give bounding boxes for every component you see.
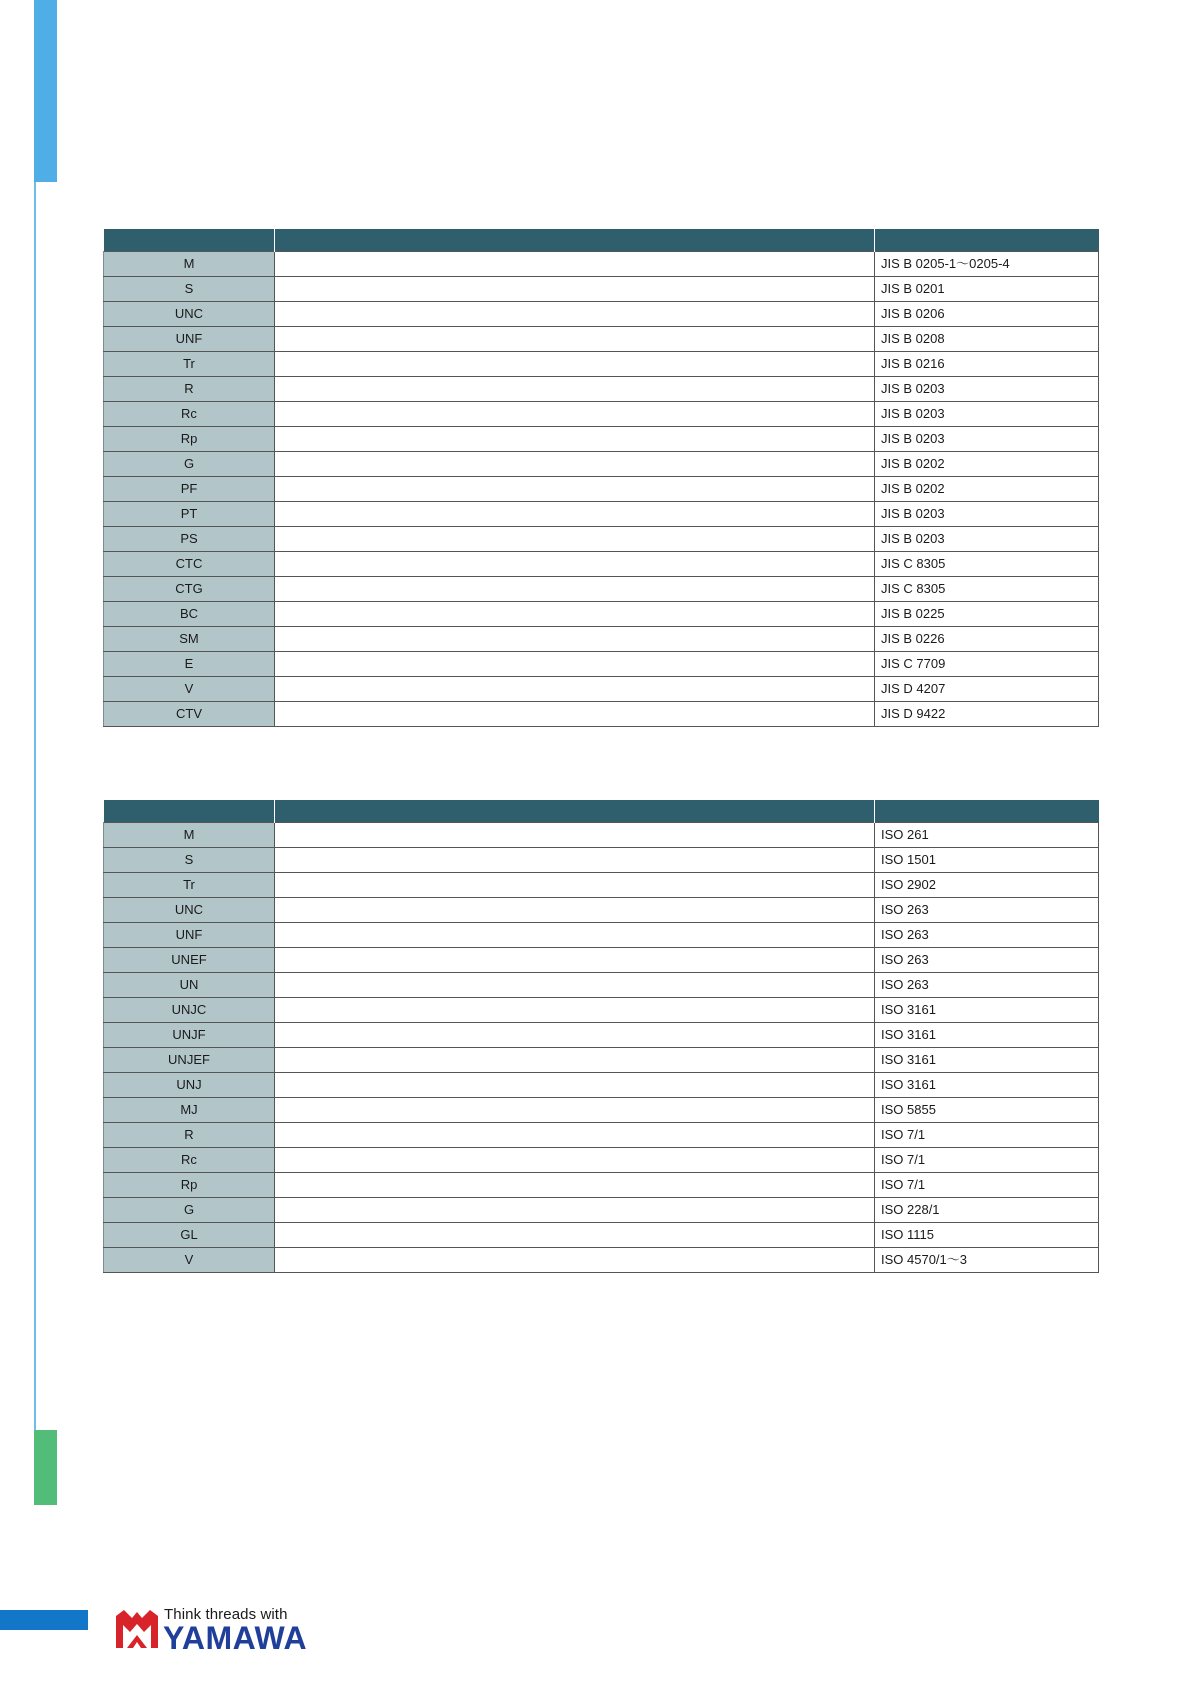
standard-reference-cell: JIS C 7709 [875,652,1099,677]
thread-symbol-cell: Tr [104,352,275,377]
thread-description-cell [275,702,875,727]
table-row [104,948,1099,973]
yamawa-logo-icon [114,1608,160,1652]
header-symbol-cell [104,229,275,252]
standard-reference-cell: ISO 2902 [875,873,1099,898]
table-row [104,277,1099,302]
standard-reference-cell: ISO 263 [875,973,1099,998]
table-row [104,1123,1099,1148]
standard-reference-cell: JIS D 9422 [875,702,1099,727]
table-row [104,352,1099,377]
thread-description-cell [275,823,875,848]
header-reference-cell [875,800,1099,823]
thread-symbol-cell: S [104,848,275,873]
header-description-cell [275,800,875,823]
standard-reference-cell: ISO 5855 [875,1098,1099,1123]
thread-symbol-cell: R [104,377,275,402]
thread-symbol-cell: Rp [104,1173,275,1198]
thread-symbol-cell: R [104,1123,275,1148]
table-row [104,1048,1099,1073]
thread-symbol-cell: UNJC [104,998,275,1023]
thread-symbol-cell: UNF [104,923,275,948]
standard-reference-cell: JIS B 0206 [875,302,1099,327]
table-row [104,452,1099,477]
thread-description-cell [275,1148,875,1173]
table-row [104,377,1099,402]
table-row [104,848,1099,873]
thread-description-cell [275,302,875,327]
footer-bar [0,1610,88,1630]
thread-symbol-cell: Tr [104,873,275,898]
table-row [104,1198,1099,1223]
thread-symbol-cell: PF [104,477,275,502]
thread-description-cell [275,427,875,452]
thread-description-cell [275,898,875,923]
standard-reference-cell: JIS C 8305 [875,552,1099,577]
thread-description-cell [275,1048,875,1073]
thread-symbol-cell: MJ [104,1098,275,1123]
header-description-cell [275,229,875,252]
thread-description-cell [275,252,875,277]
table-row [104,627,1099,652]
thread-description-cell [275,277,875,302]
thread-description-cell [275,1123,875,1148]
table-row [104,898,1099,923]
standard-reference-cell: ISO 1115 [875,1223,1099,1248]
table-row [104,427,1099,452]
thread-description-cell [275,948,875,973]
thread-description-cell [275,1073,875,1098]
thread-symbol-cell: Rc [104,1148,275,1173]
standard-reference-cell: ISO 228/1 [875,1198,1099,1223]
standard-reference-cell: ISO 3161 [875,1073,1099,1098]
standard-reference-cell: ISO 4570/1～3 [875,1248,1099,1273]
thread-symbol-cell: PT [104,502,275,527]
standard-reference-cell: JIS B 0208 [875,327,1099,352]
thread-symbol-cell: UNJF [104,1023,275,1048]
table-row [104,1148,1099,1173]
standard-reference-cell: JIS B 0202 [875,477,1099,502]
standard-reference-cell: JIS B 0203 [875,527,1099,552]
thread-description-cell [275,502,875,527]
thread-description-cell [275,627,875,652]
table-row [104,1248,1099,1273]
header-symbol-cell [104,800,275,823]
thread-symbol-cell: Rc [104,402,275,427]
standard-reference-cell: JIS B 0203 [875,427,1099,452]
side-tab-green [34,1430,57,1505]
standard-reference-cell: ISO 3161 [875,1023,1099,1048]
standard-reference-cell: JIS C 8305 [875,577,1099,602]
table-row [104,652,1099,677]
thread-symbol-cell: G [104,1198,275,1223]
thread-description-cell [275,998,875,1023]
standard-reference-cell: JIS B 0205-1～0205-4 [875,252,1099,277]
thread-description-cell [275,1248,875,1273]
thread-description-cell [275,1173,875,1198]
thread-description-cell [275,1023,875,1048]
jis-thread-table [103,229,1099,727]
thread-symbol-cell: E [104,652,275,677]
standard-reference-cell: ISO 7/1 [875,1123,1099,1148]
thread-description-cell [275,452,875,477]
thread-symbol-cell: UNF [104,327,275,352]
standard-reference-cell: JIS B 0216 [875,352,1099,377]
table-row [104,873,1099,898]
table-row [104,527,1099,552]
standard-reference-cell: ISO 263 [875,898,1099,923]
standard-reference-cell: ISO 3161 [875,998,1099,1023]
thread-symbol-cell: GL [104,1223,275,1248]
thread-description-cell [275,677,875,702]
table-row [104,823,1099,848]
standard-reference-cell: JIS B 0203 [875,402,1099,427]
standard-reference-cell: JIS B 0225 [875,602,1099,627]
thread-symbol-cell: UNJEF [104,1048,275,1073]
thread-symbol-cell: CTC [104,552,275,577]
thread-symbol-cell: S [104,277,275,302]
thread-symbol-cell: UNJ [104,1073,275,1098]
standard-reference-cell: ISO 7/1 [875,1148,1099,1173]
table-row [104,702,1099,727]
standard-reference-cell: ISO 263 [875,948,1099,973]
standard-reference-cell: JIS B 0201 [875,277,1099,302]
side-tab-blue [34,0,57,182]
thread-description-cell [275,848,875,873]
table-row [104,677,1099,702]
thread-symbol-cell: Rp [104,427,275,452]
thread-symbol-cell: V [104,1248,275,1273]
thread-symbol-cell: SM [104,627,275,652]
table-row [104,602,1099,627]
standard-reference-cell: JIS B 0202 [875,452,1099,477]
iso-table-header [104,800,1099,823]
thread-symbol-cell: M [104,823,275,848]
thread-symbol-cell: M [104,252,275,277]
thread-description-cell [275,602,875,627]
thread-description-cell [275,1223,875,1248]
thread-description-cell [275,1198,875,1223]
thread-description-cell [275,377,875,402]
thread-symbol-cell: CTV [104,702,275,727]
standard-reference-cell: JIS B 0226 [875,627,1099,652]
standard-reference-cell: JIS B 0203 [875,502,1099,527]
table-row [104,477,1099,502]
logo-tagline: Think threads with [164,1606,288,1623]
table-row [104,302,1099,327]
thread-description-cell [275,477,875,502]
thread-description-cell [275,527,875,552]
standard-reference-cell: ISO 263 [875,923,1099,948]
iso-thread-table [103,800,1099,1273]
thread-description-cell [275,1098,875,1123]
table-row [104,1223,1099,1248]
table-row [104,973,1099,998]
thread-description-cell [275,923,875,948]
standard-reference-cell: JIS D 4207 [875,677,1099,702]
table-row [104,577,1099,602]
thread-description-cell [275,652,875,677]
thread-symbol-cell: UNEF [104,948,275,973]
table-row [104,402,1099,427]
table-row [104,923,1099,948]
thread-symbol-cell: V [104,677,275,702]
standard-reference-cell: JIS B 0203 [875,377,1099,402]
thread-symbol-cell: PS [104,527,275,552]
thread-description-cell [275,402,875,427]
standard-reference-cell: ISO 3161 [875,1048,1099,1073]
thread-description-cell [275,552,875,577]
standard-reference-cell: ISO 7/1 [875,1173,1099,1198]
thread-symbol-cell: UNC [104,898,275,923]
logo-brand-name: YAMAWA [163,1620,308,1656]
thread-description-cell [275,352,875,377]
thread-description-cell [275,973,875,998]
header-reference-cell [875,229,1099,252]
thread-symbol-cell: UNC [104,302,275,327]
thread-description-cell [275,873,875,898]
table-row [104,1023,1099,1048]
side-margin-line [34,182,36,1430]
table-row [104,998,1099,1023]
yamawa-logo [114,1606,329,1654]
thread-symbol-cell: BC [104,602,275,627]
jis-table-header [104,229,1099,252]
thread-symbol-cell: CTG [104,577,275,602]
standard-reference-cell: ISO 1501 [875,848,1099,873]
thread-symbol-cell: G [104,452,275,477]
table-row [104,327,1099,352]
standard-reference-cell: ISO 261 [875,823,1099,848]
table-row [104,252,1099,277]
thread-symbol-cell: UN [104,973,275,998]
thread-description-cell [275,577,875,602]
table-row [104,1073,1099,1098]
table-row [104,552,1099,577]
table-row [104,1173,1099,1198]
table-row [104,1098,1099,1123]
thread-description-cell [275,327,875,352]
table-row [104,502,1099,527]
